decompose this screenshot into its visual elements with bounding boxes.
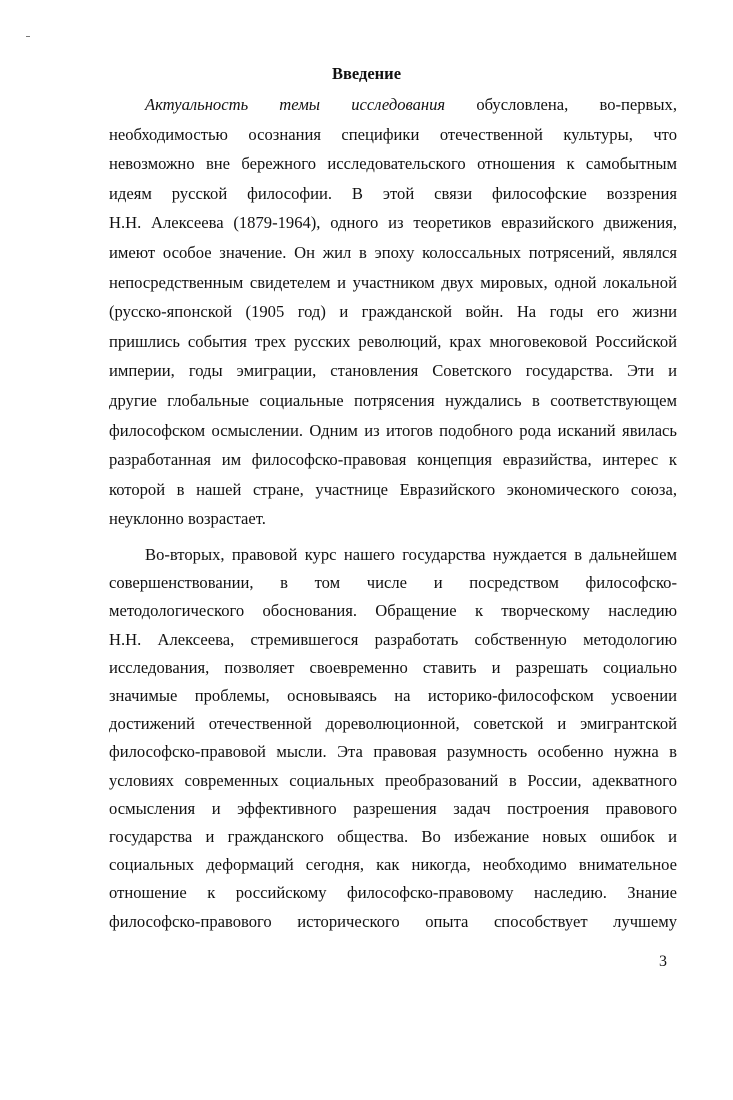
text-line: империи, годы эмиграции, становления Советского государства. Эти и	[109, 361, 677, 380]
text-line: Н.Н. Алексеева (1879-1964), одного из теоретиков евразийского движения,	[109, 213, 677, 232]
text-line: разработанная им философско-правовая концепция евразийства, интерес к	[109, 450, 677, 469]
text-line: другие глобальные социальные потрясения нуждались в соответствующем	[109, 391, 677, 410]
text-line: которой в нашей стране, участнице Евразийского экономического союза,	[109, 480, 677, 499]
text-line: имеют особое значение. Он жил в эпоху колоссальных потрясений, являлся	[109, 243, 677, 262]
text-line: осмысления и эффективного разрешения задач построения правового	[109, 799, 677, 818]
italic-phrase: Актуальность темы исследования	[145, 95, 446, 114]
text-line: отношение к российскому философско-правовому наследию. Знание	[109, 883, 677, 902]
text-line: философском осмыслении. Одним из итогов подобного рода исканий явилась	[109, 421, 677, 440]
page-title: Введение	[331, 64, 402, 83]
text-line: философско-правовой мысли. Эта правовая разумность особенно нужна в	[109, 742, 677, 761]
text-line: Н.Н. Алексеева, стремившегося разработать собственную методологию	[109, 630, 677, 649]
text-line: государства и гражданского общества. Во избежание новых ошибок и	[109, 827, 677, 846]
text-line: непосредственным свидетелем и участником двух мировых, одной локальной	[109, 273, 677, 292]
text-line: пришлись события трех русских революций, крах многовековой Российской	[109, 332, 677, 351]
scan-mark	[26, 36, 30, 37]
text-line: исследования, позволяет своевременно ставить и разрешать социально	[109, 658, 677, 677]
text-line: невозможно вне бережного исследовательского отношения к самобытным	[109, 154, 677, 173]
text-line: идеям русской философии. В этой связи философские воззрения	[109, 184, 677, 203]
line-rest: обусловлена, во-первых,	[445, 95, 677, 114]
text-line	[145, 95, 677, 115]
page-number: 3	[659, 953, 667, 970]
text-line: значимые проблемы, основываясь на историко-философском усвоении	[109, 686, 677, 705]
text-line: методологического обоснования. Обращение к творческому наследию	[109, 601, 677, 620]
text-line: Во-вторых, правовой курс нашего государства нуждается в дальнейшем	[145, 545, 677, 564]
text-line: неуклонно возрастает.	[109, 509, 266, 528]
text-line: социальных деформаций сегодня, как никогда, необходимо внимательное	[109, 855, 677, 874]
text-line: условиях современных социальных преобразований в России, адекватного	[109, 771, 677, 790]
text-line: философско-правового исторического опыта способствует лучшему	[109, 912, 677, 931]
text-line: (русско-японской (1905 год) и гражданской войн. На годы его жизни	[109, 302, 677, 321]
text-line: необходимостью осознания специфики отечественной культуры, что	[109, 125, 677, 144]
text-line: достижений отечественной дореволюционной, советской и эмигрантской	[109, 714, 677, 733]
text-line: совершенствовании, в том числе и посредством философско-	[109, 573, 677, 592]
